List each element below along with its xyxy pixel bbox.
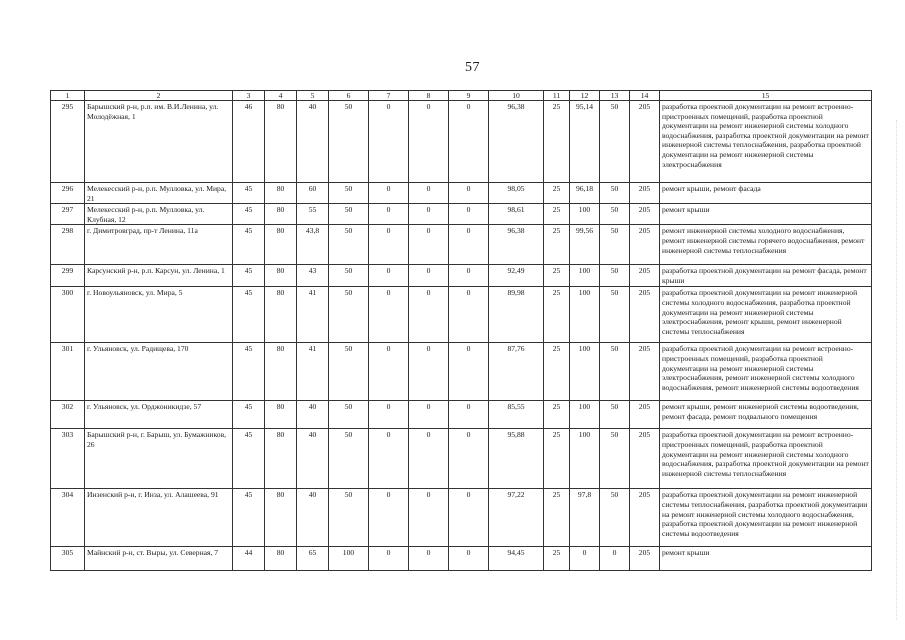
value-cell: 44 <box>233 547 265 571</box>
works-cell: разработка проектной документации на ремонт встроенно-пристроенных помещений, разработка проектной документации на ремонт инженерной системы электроснабжения, ремонт инженерной системы холодного водоснабжения, ремонт инженерной системы водоотведения <box>660 343 872 401</box>
header-row <box>51 91 872 101</box>
works-cell: разработка проектной документации на ремонт встроенно-пристроенных помещений, разработка проектной документации на ремонт инженерной системы холодного водоснабжения, разработка проектной документации на ремонт инженерной системы теплоснабжения, разработка проектной документации на ремонт инженерной системы электроснабжения <box>660 101 872 183</box>
works-cell: разработка проектной документации на ремонт инженерной системы холодного водоснабжения, разработка проектной документации на ремонт инженерной системы электроснабжения, ремонт крыши, ремонт инженерной системы теплоснабжения <box>660 287 872 343</box>
value-cell: 80 <box>265 489 297 547</box>
value-cell: 45 <box>233 429 265 489</box>
value-cell: 50 <box>600 101 630 183</box>
value-cell: 96,18 <box>570 183 600 204</box>
works-cell: ремонт крыши <box>660 204 872 225</box>
value-cell: 0 <box>409 287 449 343</box>
address-cell: Мелекесский р-н, р.п. Мулловка, ул. Клубная, 12 <box>85 204 233 225</box>
value-cell: 80 <box>265 204 297 225</box>
value-cell: 0 <box>449 547 489 571</box>
value-cell: 43,8 <box>297 225 329 265</box>
value-cell: 80 <box>265 547 297 571</box>
column-header: 5 <box>297 91 329 101</box>
value-cell: 0 <box>369 547 409 571</box>
value-cell: 205 <box>630 429 660 489</box>
value-cell: 0 <box>449 489 489 547</box>
value-cell: 205 <box>630 204 660 225</box>
value-cell: 98,61 <box>489 204 544 225</box>
value-cell: 205 <box>630 547 660 571</box>
value-cell: 0 <box>369 101 409 183</box>
value-cell: 40 <box>297 489 329 547</box>
value-cell: 80 <box>265 343 297 401</box>
value-cell: 80 <box>265 265 297 287</box>
value-cell: 80 <box>265 401 297 429</box>
row-number-cell: 295 <box>51 101 85 183</box>
row-number-cell: 305 <box>51 547 85 571</box>
row-number-cell: 297 <box>51 204 85 225</box>
value-cell: 50 <box>600 265 630 287</box>
value-cell: 55 <box>297 204 329 225</box>
value-cell: 99,56 <box>570 225 600 265</box>
value-cell: 0 <box>409 343 449 401</box>
value-cell: 50 <box>329 489 369 547</box>
value-cell: 25 <box>544 183 570 204</box>
row-number-cell: 302 <box>51 401 85 429</box>
works-cell: разработка проектной документации на ремонт встроенно-пристроенных помещений, разработка проектной документации на ремонт инженерной системы холодного водоснабжения, разработка проектной документации на ремонт инженерной системы теплоснабжения <box>660 429 872 489</box>
table-row <box>51 183 872 204</box>
value-cell: 25 <box>544 489 570 547</box>
value-cell: 94,45 <box>489 547 544 571</box>
value-cell: 45 <box>233 225 265 265</box>
row-number-cell: 300 <box>51 287 85 343</box>
table-row <box>51 265 872 287</box>
value-cell: 25 <box>544 429 570 489</box>
column-header: 7 <box>369 91 409 101</box>
value-cell: 205 <box>630 401 660 429</box>
value-cell: 50 <box>600 429 630 489</box>
column-header: 11 <box>544 91 570 101</box>
value-cell: 25 <box>544 287 570 343</box>
value-cell: 25 <box>544 343 570 401</box>
value-cell: 100 <box>570 401 600 429</box>
value-cell: 25 <box>544 204 570 225</box>
value-cell: 41 <box>297 287 329 343</box>
value-cell: 50 <box>600 401 630 429</box>
works-cell: ремонт инженерной системы холодного водоснабжения, ремонт инженерной системы горячего водоснабжения, ремонт инженерной системы теплоснабжения <box>660 225 872 265</box>
column-header: 10 <box>489 91 544 101</box>
works-cell: ремонт крыши, ремонт инженерной системы водоотведения, ремонт фасада, ремонт подвального помещения <box>660 401 872 429</box>
value-cell: 60 <box>297 183 329 204</box>
value-cell: 205 <box>630 183 660 204</box>
column-header: 12 <box>570 91 600 101</box>
value-cell: 46 <box>233 101 265 183</box>
value-cell: 40 <box>297 429 329 489</box>
value-cell: 0 <box>369 225 409 265</box>
value-cell: 50 <box>329 204 369 225</box>
row-number-cell: 298 <box>51 225 85 265</box>
value-cell: 97,8 <box>570 489 600 547</box>
column-header: 9 <box>449 91 489 101</box>
value-cell: 85,55 <box>489 401 544 429</box>
address-cell: Барышский р-н, г. Барыш, ул. Бумажников, 26 <box>85 429 233 489</box>
repair-table <box>50 90 872 571</box>
value-cell: 40 <box>297 101 329 183</box>
value-cell: 0 <box>369 204 409 225</box>
value-cell: 0 <box>369 287 409 343</box>
value-cell: 100 <box>570 429 600 489</box>
value-cell: 0 <box>449 429 489 489</box>
value-cell: 96,38 <box>489 101 544 183</box>
table-row <box>51 204 872 225</box>
value-cell: 0 <box>409 489 449 547</box>
scan-edge-noise <box>890 120 897 620</box>
value-cell: 0 <box>369 429 409 489</box>
value-cell: 50 <box>600 287 630 343</box>
value-cell: 25 <box>544 225 570 265</box>
value-cell: 50 <box>600 489 630 547</box>
value-cell: 40 <box>297 401 329 429</box>
value-cell: 205 <box>630 489 660 547</box>
table-row <box>51 343 872 401</box>
value-cell: 45 <box>233 287 265 343</box>
row-number-cell: 303 <box>51 429 85 489</box>
value-cell: 50 <box>329 401 369 429</box>
value-cell: 25 <box>544 101 570 183</box>
value-cell: 0 <box>409 101 449 183</box>
works-cell: разработка проектной документации на ремонт инженерной системы теплоснабжения, разработка проектной документации на ремонт инженерной системы холодного водоснабжения, разработка проектной документации на ремонт инженерной системы водоотведения <box>660 489 872 547</box>
value-cell: 0 <box>369 265 409 287</box>
address-cell: г. Ульяновск, ул. Радищева, 170 <box>85 343 233 401</box>
value-cell: 205 <box>630 101 660 183</box>
column-header: 14 <box>630 91 660 101</box>
table-row <box>51 489 872 547</box>
value-cell: 25 <box>544 401 570 429</box>
value-cell: 0 <box>369 343 409 401</box>
value-cell: 25 <box>544 265 570 287</box>
works-cell: ремонт крыши, ремонт фасада <box>660 183 872 204</box>
value-cell: 0 <box>409 225 449 265</box>
value-cell: 0 <box>449 225 489 265</box>
address-cell: г. Ульяновск, ул. Орджоникидзе, 57 <box>85 401 233 429</box>
value-cell: 43 <box>297 265 329 287</box>
table-row <box>51 101 872 183</box>
value-cell: 0 <box>409 265 449 287</box>
value-cell: 0 <box>369 489 409 547</box>
value-cell: 80 <box>265 287 297 343</box>
table-row <box>51 547 872 571</box>
value-cell: 205 <box>630 225 660 265</box>
value-cell: 0 <box>449 101 489 183</box>
value-cell: 0 <box>409 547 449 571</box>
value-cell: 50 <box>600 225 630 265</box>
value-cell: 0 <box>409 401 449 429</box>
value-cell: 0 <box>409 204 449 225</box>
value-cell: 50 <box>329 265 369 287</box>
row-number-cell: 301 <box>51 343 85 401</box>
column-header: 4 <box>265 91 297 101</box>
works-cell: ремонт крыши <box>660 547 872 571</box>
value-cell: 100 <box>570 265 600 287</box>
value-cell: 45 <box>233 401 265 429</box>
value-cell: 89,98 <box>489 287 544 343</box>
column-header: 15 <box>660 91 872 101</box>
value-cell: 205 <box>630 343 660 401</box>
works-cell: разработка проектной документации на ремонт фасада, ремонт крыши <box>660 265 872 287</box>
value-cell: 65 <box>297 547 329 571</box>
value-cell: 205 <box>630 287 660 343</box>
value-cell: 50 <box>329 183 369 204</box>
address-cell: г. Димитровград, пр-т Ленина, 11а <box>85 225 233 265</box>
value-cell: 100 <box>329 547 369 571</box>
value-cell: 0 <box>570 547 600 571</box>
value-cell: 50 <box>600 183 630 204</box>
value-cell: 96,38 <box>489 225 544 265</box>
table-row <box>51 429 872 489</box>
row-number-cell: 299 <box>51 265 85 287</box>
value-cell: 0 <box>449 343 489 401</box>
column-header: 1 <box>51 91 85 101</box>
value-cell: 0 <box>409 183 449 204</box>
address-cell: Майнский р-н, ст. Выры, ул. Северная, 7 <box>85 547 233 571</box>
column-header: 3 <box>233 91 265 101</box>
address-cell: Инзенский р-н, г. Инза, ул. Алашеева, 91 <box>85 489 233 547</box>
value-cell: 87,76 <box>489 343 544 401</box>
value-cell: 45 <box>233 183 265 204</box>
value-cell: 100 <box>570 343 600 401</box>
address-cell: Барышский р-н, р.п. им. В.И.Ленина, ул. Молодёжная, 1 <box>85 101 233 183</box>
value-cell: 45 <box>233 265 265 287</box>
value-cell: 80 <box>265 225 297 265</box>
value-cell: 0 <box>369 183 409 204</box>
value-cell: 0 <box>369 401 409 429</box>
value-cell: 0 <box>449 265 489 287</box>
value-cell: 80 <box>265 429 297 489</box>
value-cell: 0 <box>449 204 489 225</box>
address-cell: Мелекесский р-н, р.п. Мулловка, ул. Мира, 21 <box>85 183 233 204</box>
table-row <box>51 401 872 429</box>
value-cell: 205 <box>630 265 660 287</box>
value-cell: 0 <box>409 429 449 489</box>
value-cell: 95,88 <box>489 429 544 489</box>
value-cell: 0 <box>449 401 489 429</box>
value-cell: 0 <box>600 547 630 571</box>
value-cell: 50 <box>329 287 369 343</box>
row-number-cell: 296 <box>51 183 85 204</box>
address-cell: Карсунский р-н, р.п. Карсун, ул. Ленина, 1 <box>85 265 233 287</box>
page-number: 57 <box>465 60 480 75</box>
value-cell: 50 <box>329 429 369 489</box>
value-cell: 0 <box>449 287 489 343</box>
value-cell: 50 <box>329 101 369 183</box>
value-cell: 100 <box>570 287 600 343</box>
value-cell: 25 <box>544 547 570 571</box>
row-number-cell: 304 <box>51 489 85 547</box>
value-cell: 98,05 <box>489 183 544 204</box>
value-cell: 80 <box>265 183 297 204</box>
value-cell: 97,22 <box>489 489 544 547</box>
value-cell: 50 <box>600 204 630 225</box>
address-cell: г. Новоульяновск, ул. Мира, 5 <box>85 287 233 343</box>
column-header: 8 <box>409 91 449 101</box>
value-cell: 100 <box>570 204 600 225</box>
value-cell: 80 <box>265 101 297 183</box>
value-cell: 45 <box>233 489 265 547</box>
value-cell: 41 <box>297 343 329 401</box>
value-cell: 0 <box>449 183 489 204</box>
column-header: 13 <box>600 91 630 101</box>
value-cell: 50 <box>329 225 369 265</box>
column-header: 2 <box>85 91 233 101</box>
table-row <box>51 287 872 343</box>
value-cell: 92,49 <box>489 265 544 287</box>
value-cell: 45 <box>233 204 265 225</box>
column-header: 6 <box>329 91 369 101</box>
value-cell: 95,14 <box>570 101 600 183</box>
value-cell: 50 <box>329 343 369 401</box>
value-cell: 45 <box>233 343 265 401</box>
table-row <box>51 225 872 265</box>
value-cell: 50 <box>600 343 630 401</box>
